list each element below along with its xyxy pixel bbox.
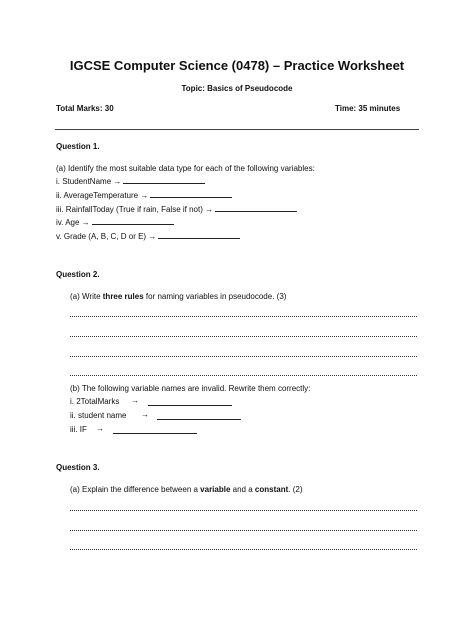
q1-item-label: v. Grade (A, B, C, D or E) → [56, 232, 157, 241]
question-1-prompt: (a) Identify the most suitable data type for each of the following variables: [56, 164, 315, 173]
answer-blank[interactable] [123, 176, 205, 184]
answer-line[interactable] [70, 549, 417, 550]
answer-line[interactable] [70, 375, 417, 376]
total-marks: Total Marks: 30 [56, 104, 114, 113]
question-1-heading: Question 1. [56, 142, 100, 151]
q3a-emphasis-variable: variable [200, 485, 231, 494]
answer-blank[interactable] [215, 204, 297, 212]
q1-item-label: ii. AverageTemperature → [56, 191, 149, 200]
answer-line[interactable] [70, 530, 417, 531]
q3a-text: (a) Explain the difference between a [70, 485, 198, 494]
question-3a-prompt [70, 484, 303, 495]
time-allowed: Time: 35 minutes [335, 104, 401, 113]
q1-item-2 [56, 190, 232, 201]
arrow-icon: → [131, 396, 139, 405]
question-2a-prompt [70, 291, 286, 302]
answer-line[interactable] [70, 316, 417, 317]
question-2b-prompt: (b) The following variable names are invalid. Rewrite them correctly: [70, 384, 311, 393]
worksheet-topic: Topic: Basics of Pseudocode [181, 84, 293, 93]
arrow-icon: → [96, 424, 104, 433]
q3a-emphasis-constant: constant [254, 485, 289, 494]
q2b-item-2: ii. student name [70, 411, 127, 420]
q2a-text: (a) Write [70, 292, 101, 301]
q3a-text-end: . (2) [288, 485, 303, 494]
answer-blank[interactable] [157, 412, 241, 420]
answer-line[interactable] [70, 336, 417, 337]
header-divider [55, 129, 419, 130]
answer-blank[interactable] [113, 426, 197, 434]
answer-blank[interactable] [150, 190, 232, 198]
answer-blank[interactable] [148, 398, 232, 406]
answer-blank[interactable] [92, 217, 174, 225]
answer-line[interactable] [70, 510, 417, 511]
q2a-emphasis: three rules [102, 292, 144, 301]
question-3-heading: Question 3. [56, 463, 100, 472]
q3a-text-mid: and a [232, 485, 253, 494]
q1-item-label: iv. Age → [56, 218, 90, 227]
q2b-item-1: i. 2TotalMarks [70, 397, 120, 406]
answer-line[interactable] [70, 356, 417, 357]
q2a-text-end: for naming variables in pseudocode. (3) [145, 292, 287, 301]
q1-item-4 [56, 217, 174, 228]
q2b-item-3: iii. IF [70, 425, 87, 434]
arrow-icon: → [141, 410, 149, 419]
q1-item-5 [56, 231, 240, 242]
q1-item-label: iii. RainfallToday (True if rain, False if not) → [56, 205, 214, 214]
q1-item-1 [56, 176, 205, 187]
q1-item-3 [56, 204, 297, 215]
q1-item-label: i. StudentName → [56, 177, 122, 186]
answer-blank[interactable] [158, 231, 240, 239]
worksheet-title: IGCSE Computer Science (0478) – Practice Worksheet [69, 58, 405, 73]
question-2-heading: Question 2. [56, 270, 100, 279]
